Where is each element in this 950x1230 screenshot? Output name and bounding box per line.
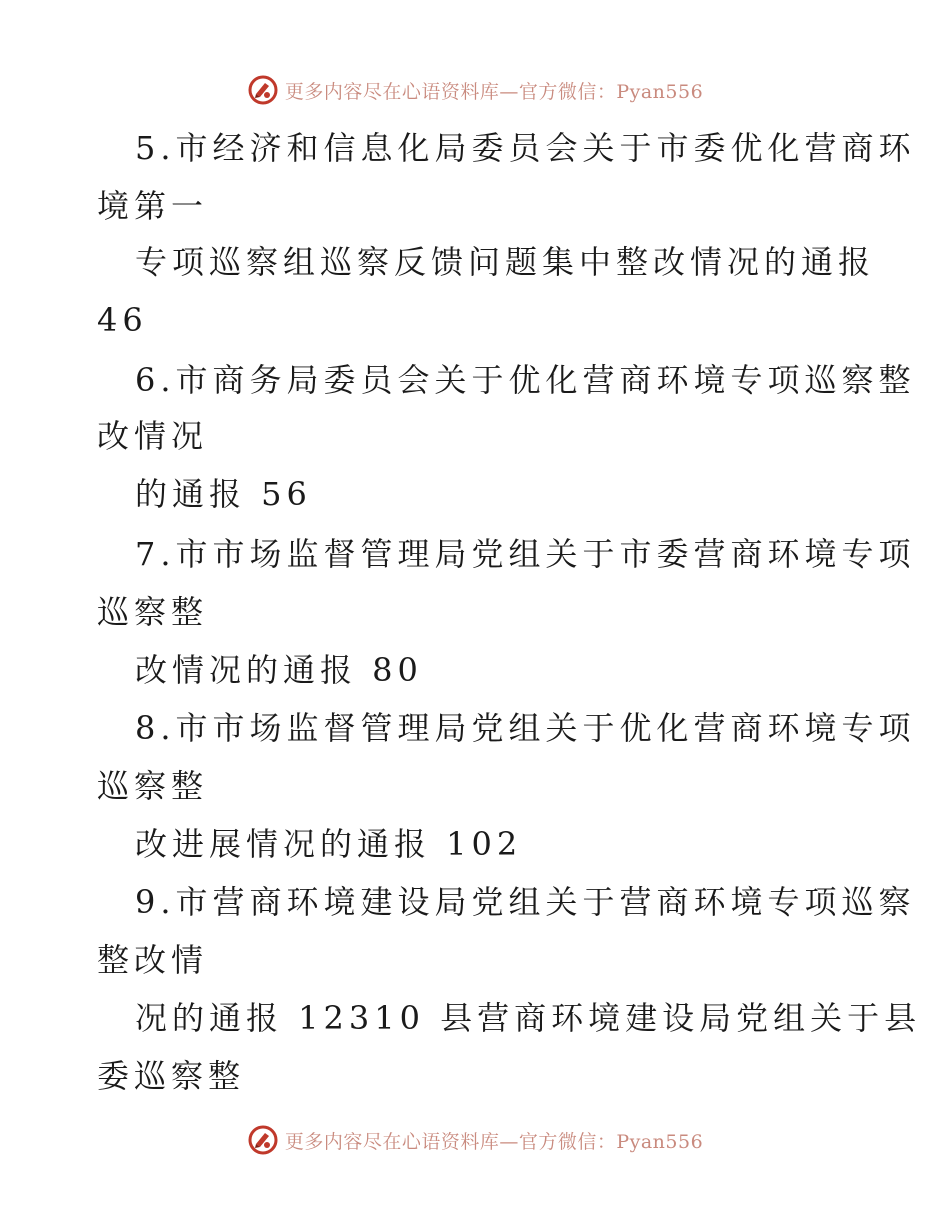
body-line: 委巡察整 [97,1057,246,1095]
body-line: 改情况 [97,417,209,455]
header-banner [0,70,950,110]
body-line: 整改情 [97,941,209,979]
body-line: 的通报 56 [135,475,312,513]
body-line: 巡察整 [97,593,209,631]
body-line: 专项巡察组巡察反馈问题集中整改情况的通报 [135,243,876,281]
body-line: 7.市市场监督管理局党组关于市委营商环境专项 [135,535,916,573]
body-line: 改进展情况的通报 102 [135,825,523,863]
hand-pen-logo-icon [247,1124,279,1156]
body-line: 况的通报 12310 县营商环境建设局党组关于县 [135,999,922,1037]
body-line: 巡察整 [97,767,209,805]
body-line: 5.市经济和信息化局委员会关于市委优化营商环 [135,129,916,167]
body-line: 8.市市场监督管理局党组关于优化营商环境专项 [135,709,916,747]
header-banner-text: 更多内容尽在心语资料库—官方微信：Pyan556 [284,80,704,103]
body-line: 境第一 [97,187,209,225]
footer-banner-text: 更多内容尽在心语资料库—官方微信：Pyan556 [284,1130,704,1153]
body-line: 9.市营商环境建设局党组关于营商环境专项巡察 [135,883,916,921]
hand-pen-logo-icon [247,74,279,106]
body-line: 改情况的通报 80 [135,651,423,689]
footer-banner [0,1120,950,1160]
body-line: 6.市商务局委员会关于优化营商环境专项巡察整 [135,361,916,399]
body-line: 46 [97,301,148,339]
